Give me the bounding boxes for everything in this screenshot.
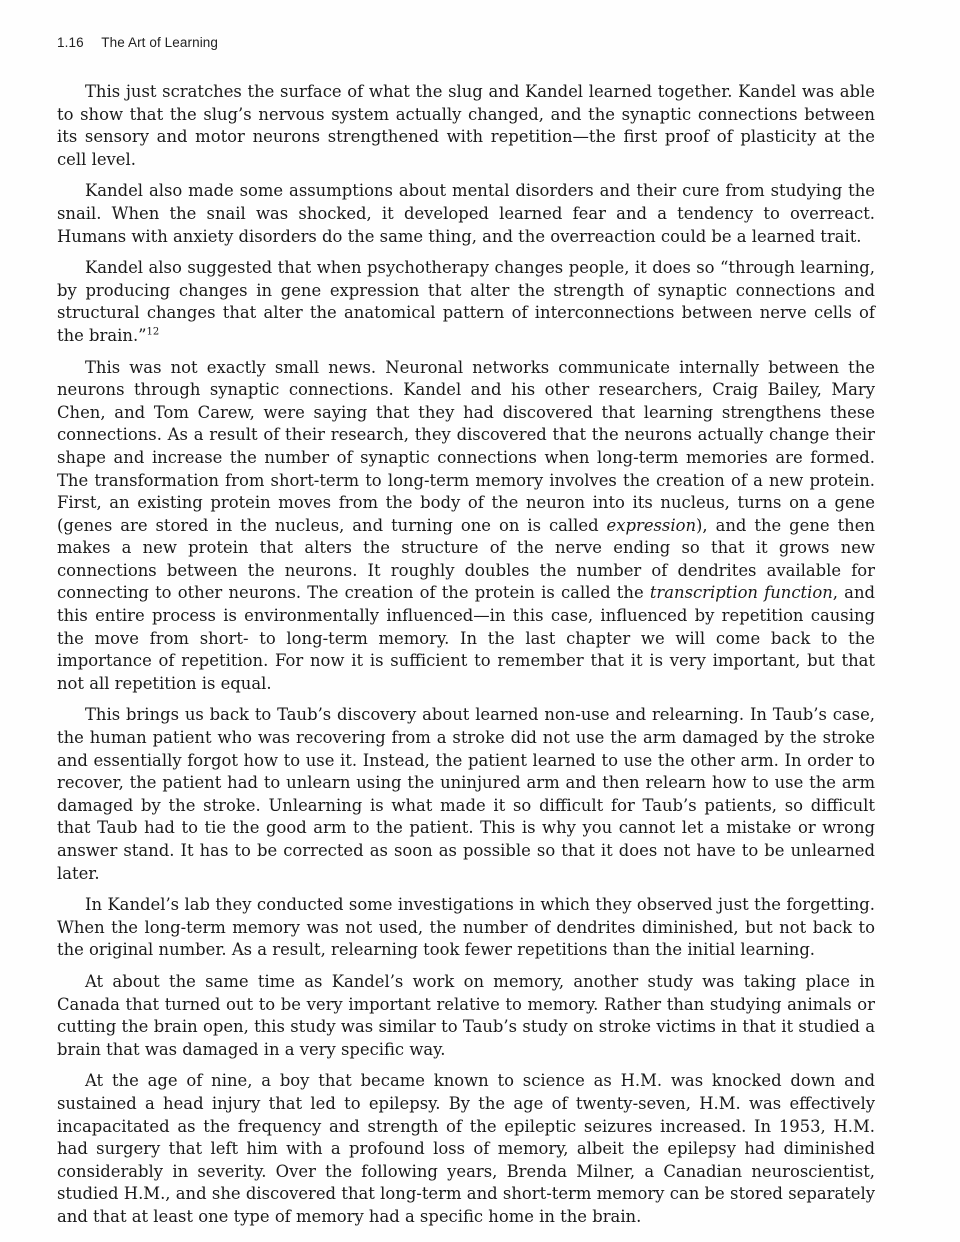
term-transcription-function: transcription function [649, 583, 833, 603]
paragraph-7: At about the same time as Kandel’s work on memory, another study was taking place in Canada that turned out to be very important relative to memory. Rather than studying animals or cutting the brain open, this study was similar to Taub’s study on stroke victims in that it studied a brain that was damaged in a very specific way. [57, 971, 875, 1059]
paragraph-1: This just scratches the surface of what the slug and Kandel learned together. Kandel was able to show that the slug’s nervous system actually changed, and the synaptic connections between its sensory and motor neurons strengthened with repetition—the first proof of plasticity at the cell level. [57, 82, 875, 169]
footnote-marker: 12 [146, 326, 160, 338]
paragraph-2: Kandel also made some assumptions about mental disorders and their cure from studying the snail. When the snail was shocked, it developed learned fear and a tendency to overreact. Humans with anxiety disorders do the same thing, and the overreaction could be a learned trait. [57, 181, 875, 246]
paragraph-3 [57, 257, 875, 347]
body-text [57, 81, 875, 1238]
paragraph-8: At the age of nine, a boy that became known to science as H.M. was knocked down and sustained a head injury that led to epilepsy. By the age of twenty-seven, H.M. was effectively incapacitated as the frequency and strength of the epileptic seizures increased. In 1953, H.M. had surgery that left him with a profound loss of memory, albeit the epilepsy had diminished considerably in severity. Over the following years, Brenda Milner, a Canadian neuroscientist, studied H.M., and she discovered that long-term and short-term memory can be stored separately and that at least one type of memory had a specific home in the brain. [57, 1071, 875, 1226]
paragraph-4 [57, 357, 875, 696]
running-head [57, 35, 218, 50]
paragraph-4-part-2: ), and the gene then makes a new protein that alters the structure of the nerve ending so that it grows new connections between the neurons. It roughly doubles the number of dendrites available for connecting to other neurons. The creation of the protein is called the [57, 515, 875, 603]
paragraph-4-part-3: , and this entire process is environmentally influenced—in this case, influenced by repetition causing the move from short- to long-term memory. In the last chapter we will come back to the importance of repetition. For now it is sufficient to remember that it is very important, but that not all repetition is equal. [57, 583, 875, 693]
paragraph-6: In Kandel’s lab they conducted some investigations in which they observed just the forgetting. When the long-term memory was not used, the number of dendrites diminished, but not back to the original number. As a result, relearning took fewer repetitions than the initial learning. [57, 895, 875, 960]
book-title: The Art of Learning [101, 35, 219, 50]
paragraph-3-text: Kandel also suggested that when psychotherapy changes people, it does so “through learning, by producing changes in gene expression that alter the strength of synaptic connections and structural changes that alter the anatomical pattern of interconnections between nerve cells of the brain.” [57, 258, 875, 345]
page-number: 1.16 [57, 35, 84, 50]
term-expression: expression [606, 515, 697, 535]
paragraph-5: This brings us back to Taub’s discovery about learned non-use and relearning. In Taub’s case, the human patient who was recovering from a stroke did not use the arm damaged by the stroke and essentially forgot how to use it. Instead, the patient learned to use the other arm. In order to recover, the patient had to unlearn using the uninjured arm and then relearn how to use the arm damaged by the stroke. Unlearning is what made it so difficult for Taub’s patients, so difficult that Taub had to tie the good arm to the patient. This is why you cannot let a mistake or wrong answer stand. It has to be corrected as soon as possible so that it does not have to be unlearned later. [57, 705, 875, 883]
paragraph-4-part-1: This was not exactly small news. Neuronal networks communicate internally between the neurons through synaptic connections. Kandel and his other researchers, Craig Bailey, Mary Chen, and Tom Carew, were saying that they had discovered that learning strengthens these connections. As a result of their research, they discovered that the neurons actually change their shape and increase the number of synaptic connections when long-term memories are formed. The transformation from short-term to long-term memory involves the creation of a new protein. First, an existing protein moves from the body of the neuron into its nucleus, turns on a gene (genes are stored in the nucleus, and turning one on is called [57, 357, 875, 535]
